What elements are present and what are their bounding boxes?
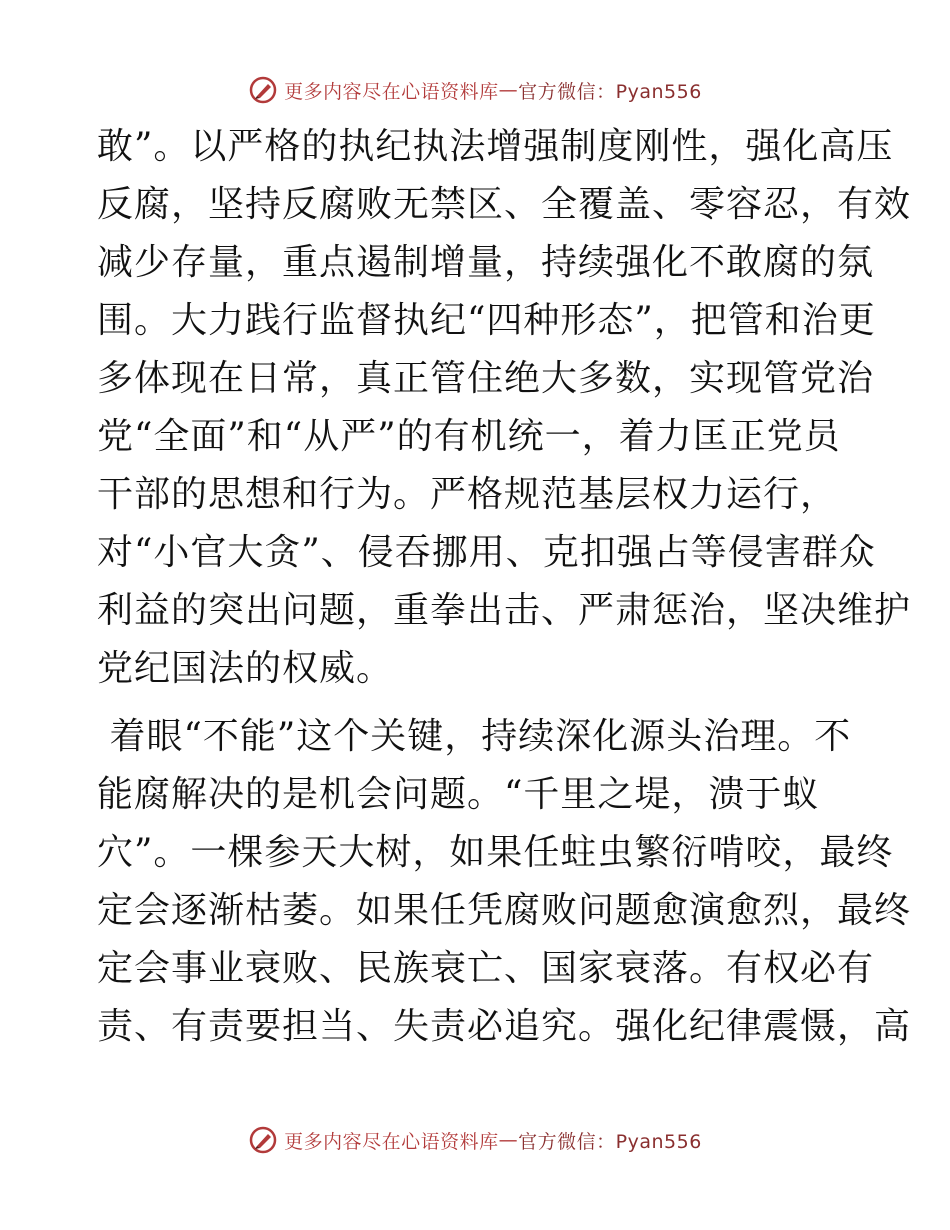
pen-logo-icon [248, 75, 278, 105]
text-line: 干部的思想和行为。严格规范基层权力运行， [97, 474, 838, 515]
banner-dash: — [498, 79, 519, 101]
text-line: 利益的突出问题，重拳出击、严肃惩治，坚决维护 [97, 590, 912, 631]
header-banner [0, 70, 950, 110]
document-body [97, 118, 912, 1056]
paragraph-2 [97, 708, 912, 1056]
text-line: 责、有责要担当、失责必追究。强化纪律震慑，高 [97, 1006, 912, 1047]
banner-main-text: 更多内容尽在心语资料库 [284, 80, 499, 103]
text-line: 定会逐渐枯萎。如果任凭腐败问题愈演愈烈，最终 [97, 890, 912, 931]
footer-banner [0, 1120, 950, 1160]
text-line: 敢”。以严格的执纪执法增强制度刚性，强化高压 [97, 126, 894, 167]
text-line: 党纪国法的权威。 [97, 648, 394, 689]
text-line: 着眼“不能”这个关键，持续深化源头治理。不 [97, 716, 852, 757]
text-line: 穴”。一棵参天大树，如果任蛀虫繁衍啃咬，最终 [97, 832, 894, 873]
banner-wechat-text: 官方微信：Pyan556 [518, 80, 702, 103]
text-line: 多体现在日常，真正管住绝大多数，实现管党治 [97, 358, 875, 399]
banner-dash: — [498, 1129, 519, 1151]
text-line: 定会事业衰败、民族衰亡、国家衰落。有权必有 [97, 948, 875, 989]
text-line: 党“全面”和“从严”的有机统一，着力匡正党员 [97, 416, 841, 457]
paragraph-1 [97, 118, 912, 698]
text-line: 围。大力践行监督执纪“四种形态”，把管和治更 [97, 300, 876, 341]
pen-logo-icon [248, 1125, 278, 1155]
paragraph-gap [97, 698, 857, 708]
text-line: 反腐，坚持反腐败无禁区、全覆盖、零容忍，有效 [97, 184, 912, 225]
banner-wechat-text: 官方微信：Pyan556 [518, 1130, 702, 1153]
banner-main-text: 更多内容尽在心语资料库 [284, 1130, 499, 1153]
text-line: 能腐解决的是机会问题。“千里之堤，溃于蚁 [97, 774, 820, 815]
text-line: 减少存量，重点遏制增量，持续强化不敢腐的氛 [97, 242, 875, 283]
text-line: 对“小官大贪”、侵吞挪用、克扣强占等侵害群众 [97, 532, 876, 573]
